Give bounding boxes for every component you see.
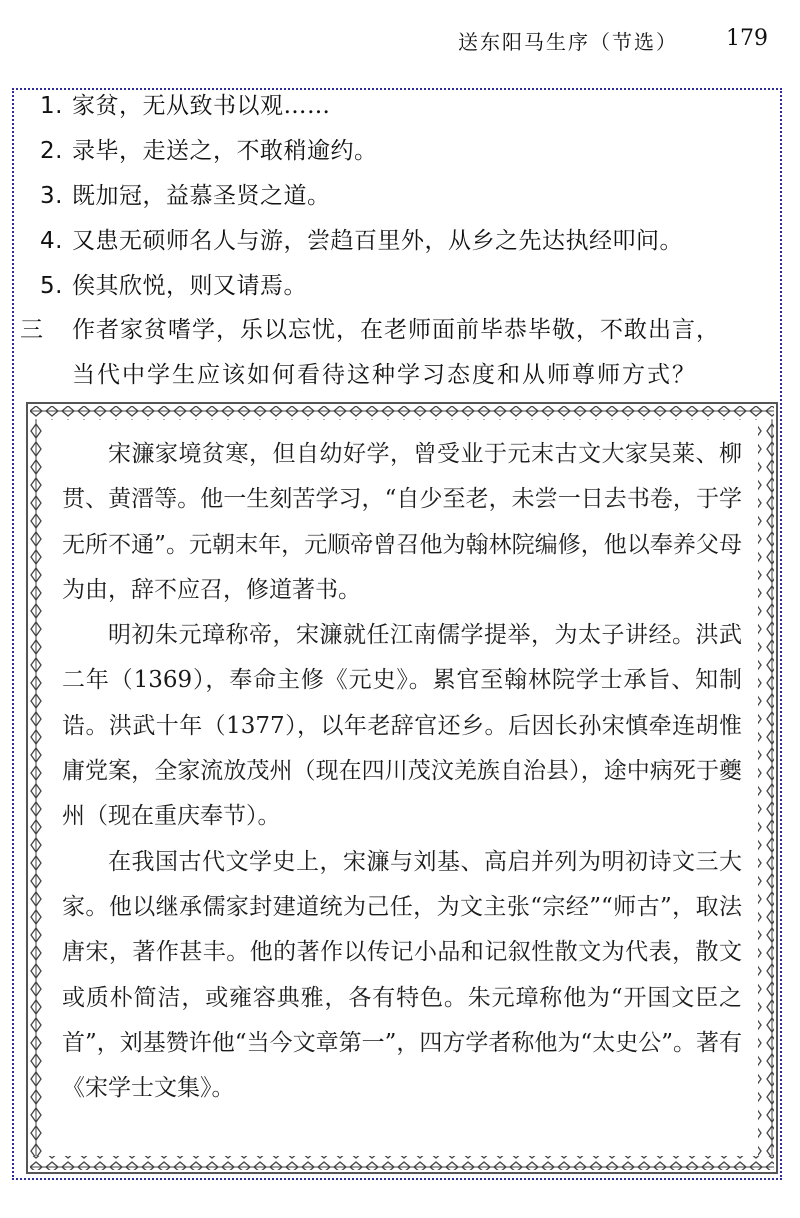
exercise-text: 俟其欣悦，则又请焉。 [72,273,307,299]
exercise-text: 既加冠，益慕圣贤之道。 [72,183,331,209]
running-head [0,24,800,58]
exercise-number: 5. [40,273,63,299]
question-line-2: 当代中学生应该如何看待这种学习态度和从师尊师方式？ [72,362,697,388]
author-note-box [26,402,778,1174]
page-number: 179 [726,26,768,51]
exercise-number: 3. [40,183,63,209]
exercise-item [40,264,785,309]
exercise-list [40,84,785,309]
running-head-title: 送东阳马生序（节选） [458,30,678,54]
exercise-item [40,219,785,264]
author-note-text [62,432,742,1111]
exercise-text: 录毕，走送之，不敢稍逾约。 [72,138,378,164]
note-paragraph: 在我国古代文学史上，宋濂与刘基、高启并列为明初诗文三大家。他以继承儒家封建道统为己任，为文主张“宗经”“师古”，取法唐宋，著作甚丰。他的著作以传记小品和记叙性散文为代表，散文或质朴简洁，或雍容典雅，各有特色。朱元璋称他为“开国文臣之首”，刘基赞许他“当今文章第一”，四方学者称他为“太史公”。著有《宋学士文集》。 [62,848,742,1102]
exercise-text: 又患无硕师名人与游，尝趋百里外，从乡之先达执经叩问。 [72,228,683,254]
exercise-number: 1. [40,93,63,119]
exercise-item [40,129,785,174]
exercise-number: 4. [40,228,63,254]
note-paragraph: 宋濂家境贫寒，但自幼好学，曾受业于元末古文大家吴莱、柳贯、黄溍等。他一生刻苦学习，“自少至老，未尝一日去书卷，于学无所不通”。元朝末年，元顺帝曾召他为翰林院编修，他以奉养父母为由，辞不应召，修道著书。 [62,441,742,603]
exercise-item [40,84,785,129]
exercise-text: 家贫，无从致书以观…… [72,93,331,119]
exercise-item [40,174,785,219]
question-three [20,308,790,398]
note-paragraph: 明初朱元璋称帝，宋濂就任江南儒学提举，为太子讲经。洪武二年（1369），奉命主修《元史》。累官至翰林院学士承旨、知制诰。洪武十年（1377），以年老辞官还乡。后因长孙宋慎牵连胡惟庸党案，全家流放茂州（现在四川茂汶羌族自治县），途中病死于夔州（现在重庆奉节）。 [62,622,742,830]
exercise-number: 2. [40,138,63,164]
question-number: 三 [20,317,43,343]
question-line-1: 作者家贫嗜学，乐以忘忧，在老师面前毕恭毕敬，不敢出言， [72,317,720,343]
